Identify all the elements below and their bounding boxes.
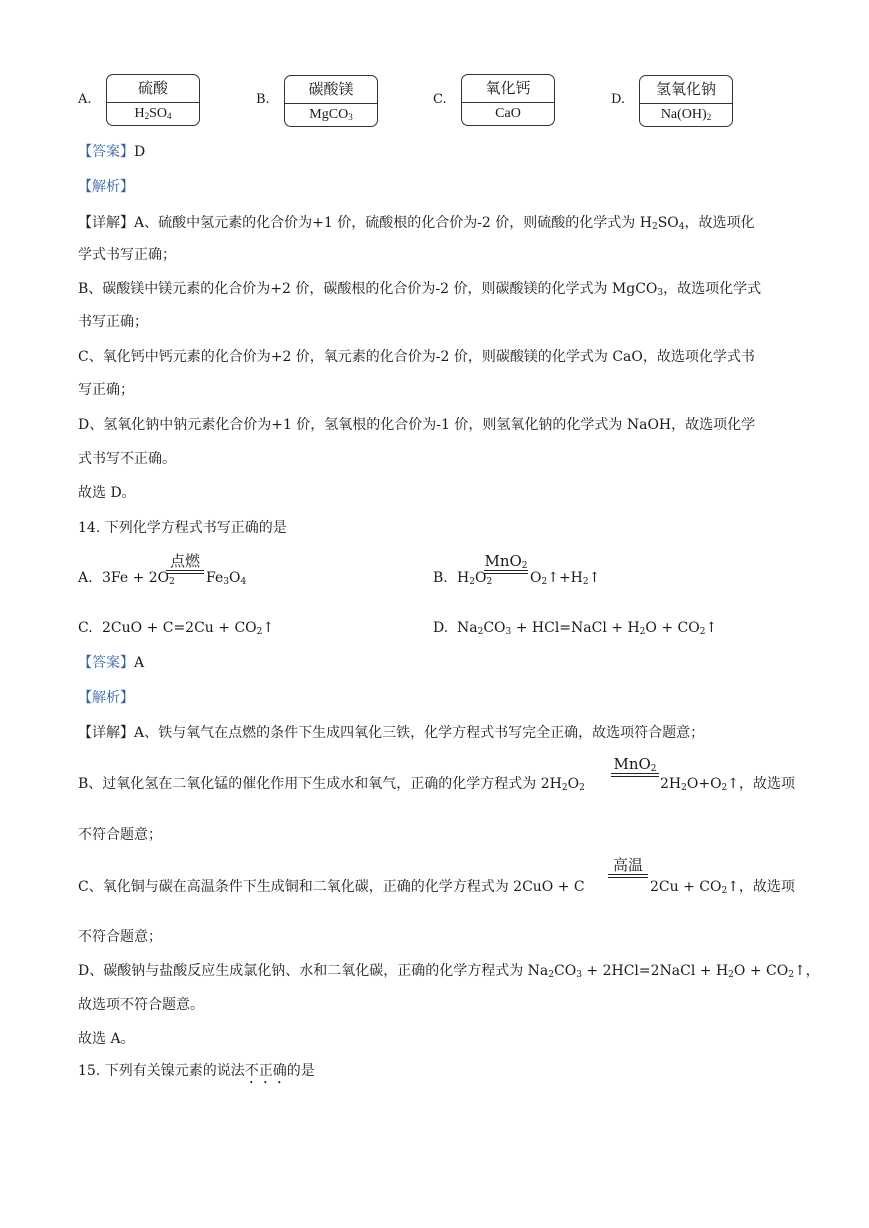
q14-option-a-condition xyxy=(166,553,204,574)
card-name: 氧化钙 xyxy=(462,75,554,103)
q13-analysis-tag: 【解析】 xyxy=(78,179,134,195)
condition-text: 高温 xyxy=(612,856,643,874)
q13-option-c-label: C. xyxy=(433,92,447,107)
detail-text: A、硫酸中氢元素的化合价为+1 价，硫酸根的化合价为-2 价，则硫酸的化学式为 $H_2SO_4$，故选项化 xyxy=(134,215,755,232)
q14-option-b-condition xyxy=(484,553,528,574)
q13-option-d-card xyxy=(639,75,733,127)
q14-detail-d-line1: D、碳酸钠与盐酸反应生成氯化钠、水和二氧化碳，正确的化学方程式为 $Na_2CO_3$ + 2HCl=2NaCl + $H_2O$ + $CO_2↑$， xyxy=(78,963,820,980)
q14-option-d-label: D. xyxy=(433,620,449,636)
q14-option-b-left: $H_2O_2$ xyxy=(457,570,493,587)
q13-detail-d-line2: 式书写不正确。 xyxy=(78,451,176,467)
q14-detail-c-post: $2Cu + CO_2↑$，故选项 xyxy=(650,879,795,896)
detail-text: A、铁与氧气在点燃的条件下生成四氧化三铁，化学方程式书写完全正确，故选项符合题意； xyxy=(134,725,705,741)
q15-stem xyxy=(78,1061,315,1087)
q14-option-b-label: B. xyxy=(433,570,448,586)
double-line xyxy=(608,874,648,878)
q14-detail-a xyxy=(78,723,704,743)
q14-option-a-left: $3Fe + 2O_2$ xyxy=(102,570,175,587)
card-name: 硫酸 xyxy=(107,75,199,103)
q14-option-c-text: $2CuO + C=2Cu + CO_2↑$ xyxy=(102,620,275,637)
q13-choose: 故选 D。 xyxy=(78,485,136,501)
q14-choose: 故选 A。 xyxy=(78,1031,135,1047)
q13-option-c-card xyxy=(461,74,555,126)
condition-text: MnO$_2$ xyxy=(484,552,528,571)
card-formula: $H_2SO_4$ xyxy=(134,106,172,121)
q13-detail-b-line2: 书写正确； xyxy=(78,314,148,330)
q14-detail-b-line2: 不符合题意； xyxy=(78,827,162,843)
q14-detail-c-pre: C、氧化铜与碳在高温条件下生成铜和二氧化碳，正确的化学方程式为 2CuO + C xyxy=(78,879,585,895)
detail-tag: 【详解】 xyxy=(78,725,134,741)
q14-option-a-label: A. xyxy=(78,570,93,586)
q14-detail-c-condition xyxy=(608,857,648,878)
q14-detail-b-post: $2H_2O+O_2↑$，故选项 xyxy=(660,776,796,793)
card-formula: $Na(OH)_2$ xyxy=(660,107,712,122)
q13-detail-d-line1: D、氢氧化钠中钠元素化合价为+1 价，氢氧根的化合价为-1 价，则氢氧化钠的化学式为 NaOH，故选项化学 xyxy=(78,417,756,433)
answer-tag: 【答案】 xyxy=(78,655,134,671)
q13-detail-a-line2: 学式书写正确； xyxy=(78,247,176,263)
card-name: 碳酸镁 xyxy=(285,76,377,104)
answer-value: A xyxy=(134,655,145,671)
q13-detail-a-line1 xyxy=(78,213,755,233)
condition-text: MnO$_2$ xyxy=(613,755,657,774)
q13-option-b-label: B. xyxy=(256,92,270,107)
q13-answer xyxy=(78,142,145,162)
q13-detail-c-line2: 写正确； xyxy=(78,382,134,398)
answer-tag: 【答案】 xyxy=(78,144,134,160)
q13-detail-c-line1: C、氧化钙中钙元素的化合价为+2 价，氧元素的化合价为-2 价，则碳酸镁的化学式为 CaO，故选项化学式书 xyxy=(78,349,755,365)
q13-option-b-card xyxy=(284,75,378,127)
stem-post: 的是 xyxy=(286,1063,315,1079)
q13-detail-b-line1: B、碳酸镁中镁元素的化合价为+2 价，碳酸根的化合价为-2 价，则碳酸镁的化学式为 MgCO$_3$，故选项化学式 xyxy=(78,281,762,298)
q13-option-d-label: D. xyxy=(611,92,626,107)
q14-detail-b-condition xyxy=(611,756,659,777)
q13-option-a-label: A. xyxy=(78,92,92,107)
answer-value: D xyxy=(134,144,146,160)
condition-text: 点燃 xyxy=(169,552,200,570)
q14-answer xyxy=(78,653,144,673)
q14-analysis-tag: 【解析】 xyxy=(78,690,134,706)
detail-tag: 【详解】 xyxy=(78,215,134,231)
card-formula: MgCO$_3$ xyxy=(309,107,353,122)
q14-detail-d-line2: 故选项不符合题意。 xyxy=(78,997,204,1013)
q14-option-c-label: C. xyxy=(78,620,93,636)
q14-option-b-right: $O_2↑+H_2↑$ xyxy=(530,570,601,587)
card-name: 氢氧化钠 xyxy=(640,76,732,104)
q14-option-a-right: $Fe_3O_4$ xyxy=(206,570,247,587)
q14-detail-b-pre: B、过氧化氢在二氧化锰的催化作用下生成水和氧气，正确的化学方程式为 $2H_2O_2$ xyxy=(78,776,585,793)
stem-emphasis: 不正确 xyxy=(244,1063,287,1079)
q14-option-d-text: $Na_2CO_3$ + HCl=NaCl + $H_2O$ + $CO_2↑$ xyxy=(457,620,718,637)
q14-detail-c-line2: 不符合题意； xyxy=(78,929,162,945)
q13-option-a-card xyxy=(106,74,200,126)
double-line xyxy=(166,570,204,574)
card-formula: CaO xyxy=(495,106,521,121)
q14-stem: 14. 下列化学方程式书写正确的是 xyxy=(78,520,287,536)
stem-pre: 15. 下列有关镍元素的说法 xyxy=(78,1063,245,1079)
